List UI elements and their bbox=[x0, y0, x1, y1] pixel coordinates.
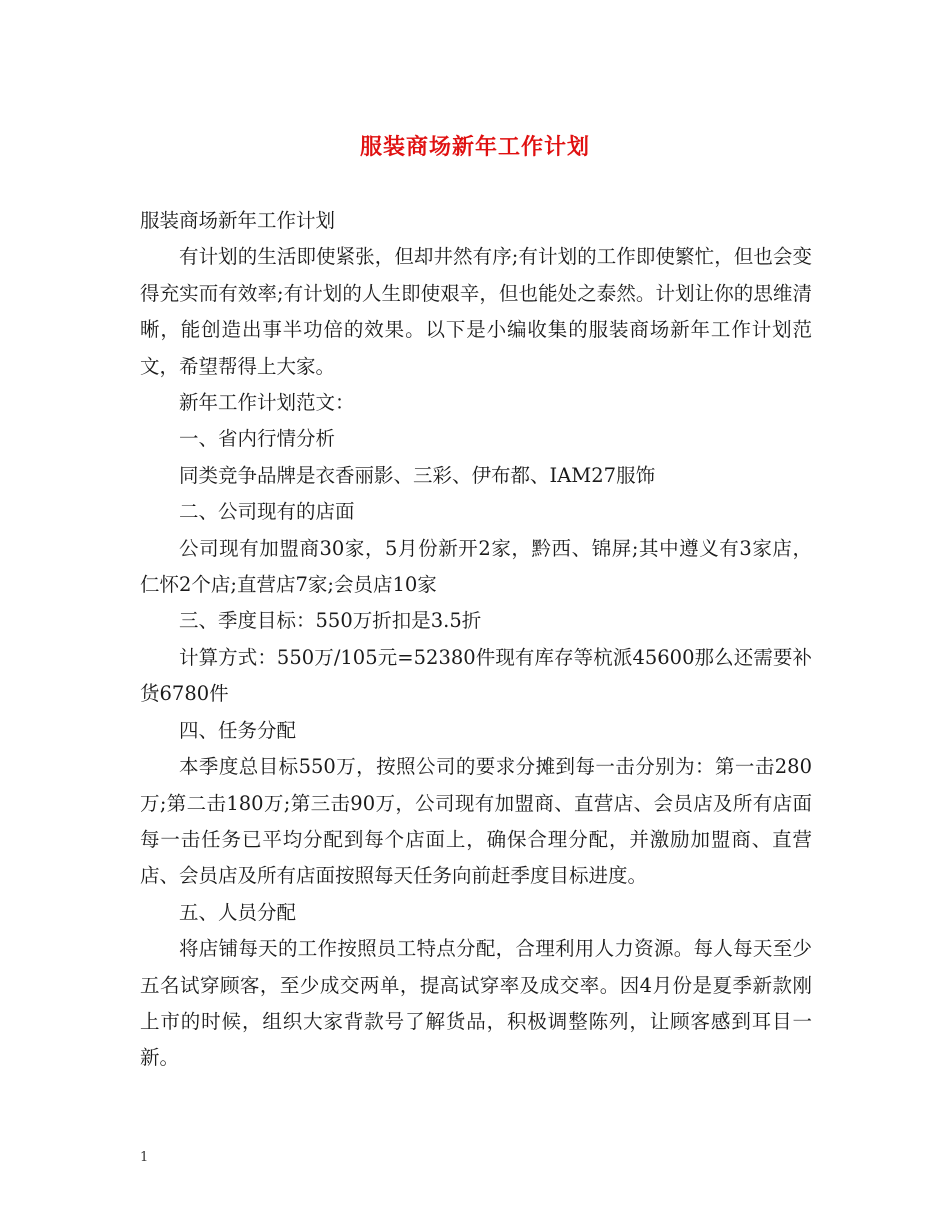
body-paragraph: 将店铺每天的工作按照员工特点分配，合理利用人力资源。每人每天至少五名试穿顾客，至少成交两单，提高试穿率及成交率。因4月份是夏季新款刚上市的时候，组织大家背款号了解货品，积极调整陈列，让顾客感到耳目一新。 bbox=[140, 937, 812, 1070]
document-title: 服装商场新年工作计划 bbox=[359, 134, 590, 160]
body-paragraph: 本季度总目标550万，按照公司的要求分摊到每一击分别为：第一击280万;第二击180万;第三击90万，公司现有加盟商、直营店、会员店及所有店面每一击任务已平均分配到每个店面上，确保合理分配，并激励加盟商、直营店、会员店及所有店面按照每天任务向前赶季度目标进度。 bbox=[140, 755, 812, 888]
document-body bbox=[140, 203, 812, 1077]
section-heading: 一、省内行情分析 bbox=[179, 427, 336, 451]
body-paragraph: 同类竞争品牌是衣香丽影、三彩、伊布都、IAM27服饰 bbox=[179, 463, 656, 487]
section-heading: 二、公司现有的店面 bbox=[179, 500, 355, 524]
body-paragraph: 计算方式：550万/105元=52380件现有库存等杭派45600那么还需要补货6780件 bbox=[140, 645, 812, 706]
section-heading: 四、任务分配 bbox=[179, 718, 297, 742]
body-paragraph: 有计划的生活即使紧张，但却井然有序;有计划的工作即使繁忙，但也会变得充实而有效率;有计划的人生即使艰辛，但也能处之泰然。计划让你的思维清晰，能创造出事半功倍的效果。以下是小编收集的服装商场新年工作计划范文，希望帮得上大家。 bbox=[140, 245, 812, 378]
body-paragraph: 服装商场新年工作计划 bbox=[140, 209, 336, 232]
section-heading: 五、人员分配 bbox=[179, 900, 297, 924]
page-number: 1 bbox=[140, 1150, 149, 1165]
section-heading: 三、季度目标：550万折扣是3.5折 bbox=[179, 609, 482, 633]
body-paragraph: 新年工作计划范文： bbox=[179, 391, 355, 415]
body-paragraph: 公司现有加盟商30家，5月份新开2家，黔西、锦屏;其中遵义有3家店，仁怀2个店;直营店7家;会员店10家 bbox=[140, 536, 812, 597]
